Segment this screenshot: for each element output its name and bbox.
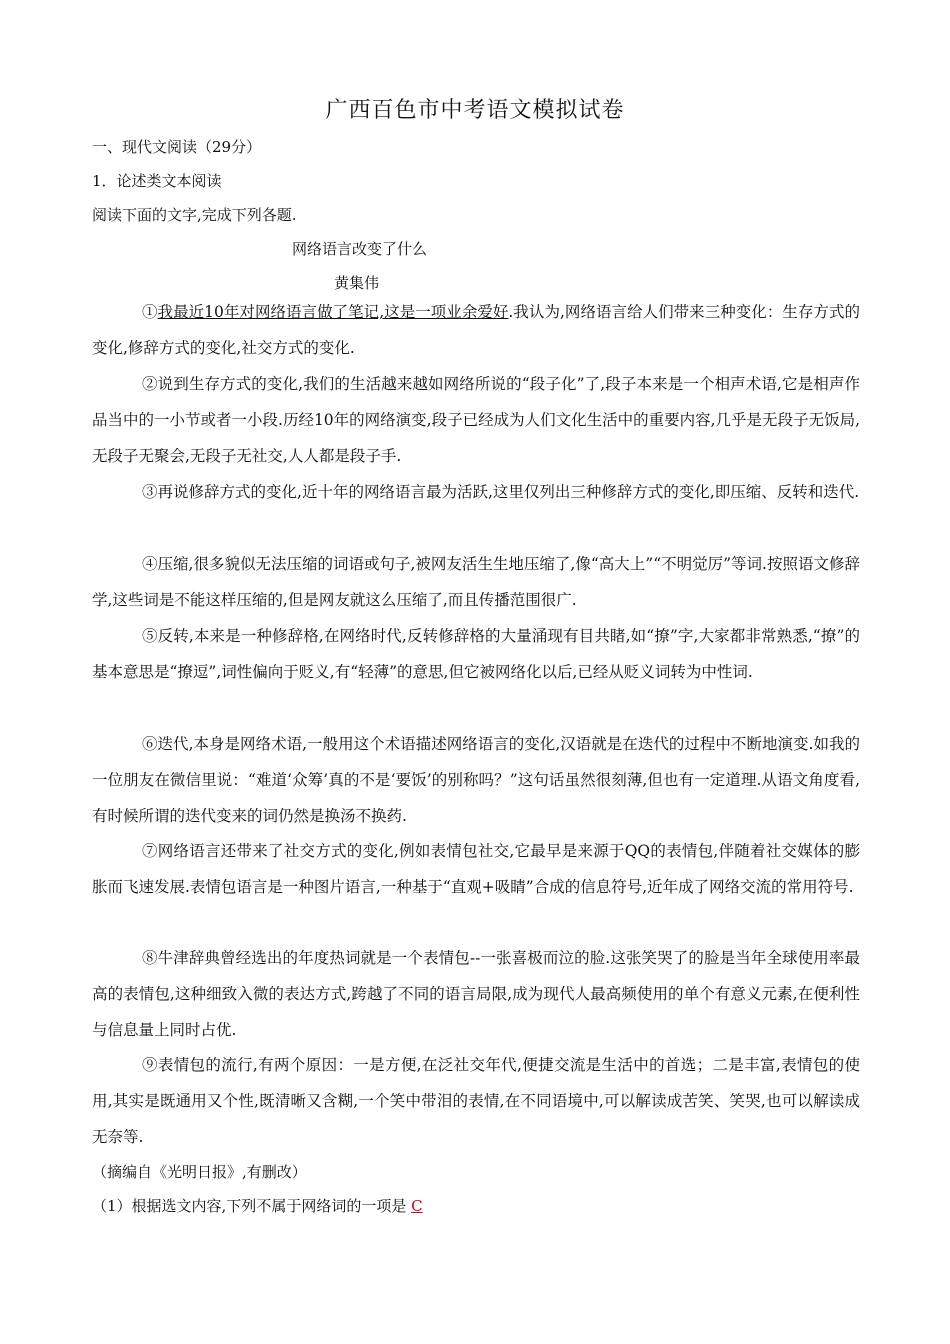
paragraph-6 <box>92 726 860 834</box>
answer-blank: C <box>411 1197 423 1215</box>
paragraph-text: 反转,本来是一种修辞格,在网络时代,反转修辞格的大量涌现有目共睹,如“撩”字,大家都非常熟悉,“撩”的基本意思是“撩逗”,词性偏向于贬义,有“轻薄”的意思,但它被网络化以后,已经从贬义词转为中性词. <box>92 627 860 681</box>
paragraph-2 <box>92 366 860 474</box>
paragraph-text: 说到生存方式的变化,我们的生活越来越如网络所说的“段子化”了,段子本来是一个相声术语,它是相声作品当中的一小节或者一小段.历经10年的网络演变,段子已经成为人们文化生活中的重要内容,几乎是无段子无饭局,无段子无聚会,无段子无社交,人人都是段子手. <box>92 375 860 465</box>
paragraph-number: ⑤ <box>142 627 158 645</box>
question-text: （1）根据选文内容,下列不属于网络词的一项是 <box>92 1197 407 1215</box>
paragraph-number: ⑨ <box>142 1056 158 1074</box>
paragraph-text: 表情包的流行,有两个原因：一是方便,在泛社交年代,便捷交流是生活中的首选；二是丰富,表情包的使用,其实是既通用又个性,既清晰又含糊,一个笑中带泪的表情,在不同语境中,可以解读成苦笑、笑哭,也可以解读成无奈等. <box>92 1056 860 1146</box>
subsection-heading: 1．论述类文本阅读 <box>92 172 222 190</box>
article-title: 网络语言改变了什么 <box>292 240 428 258</box>
paragraph-number: ⑦ <box>142 842 158 860</box>
paragraph-text: 迭代,本身是网络术语,一般用这个术语描述网络语言的变化,汉语就是在迭代的过程中不断地演变.如我的一位朋友在微信里说：“难道‘众筹’真的不是‘要饭’的别称吗？”这句话虽然很刻薄,但也有一定道理.从语文角度看,有时候所谓的迭代变来的词仍然是换汤不换药. <box>92 735 860 825</box>
paragraph-text: .我认为,网络语言给人们带来三种变化：生存方式的变化,修辞方式的变化,社交方式的变化. <box>92 303 860 357</box>
paragraph-text: 再说修辞方式的变化,近十年的网络语言最为活跃,这里仅列出三种修辞方式的变化,即压缩、反转和迭代. <box>157 483 860 501</box>
paragraph-text: 压缩,很多貌似无法压缩的词语或句子,被网友活生生地压缩了,像“高大上”“不明觉厉”等词.按照语文修辞学,这些词是不能这样压缩的,但是网友就这么压缩了,而且传播范围很广. <box>92 555 860 609</box>
paragraph-8 <box>92 940 860 1048</box>
paragraph-number: ⑧ <box>142 949 158 967</box>
question-1 <box>92 1196 443 1216</box>
paragraph-9 <box>92 1047 860 1155</box>
section-heading: 一、现代文阅读（29分） <box>92 138 262 156</box>
paragraph-number: ① <box>142 303 158 321</box>
paragraph-3 <box>92 474 860 510</box>
paragraph-4 <box>92 546 860 618</box>
source-citation: （摘编自《光明日报》,有删改） <box>92 1163 307 1181</box>
paragraph-number: ④ <box>142 555 158 573</box>
paragraph-7 <box>92 833 860 905</box>
paragraph-1 <box>92 294 860 366</box>
article-author: 黄集伟 <box>334 274 380 292</box>
paragraph-number: ② <box>142 375 158 393</box>
paragraph-number: ③ <box>142 483 158 501</box>
page-title: 广西百色市中考语文模拟试卷 <box>325 98 625 123</box>
paragraph-5 <box>92 618 860 690</box>
paragraph-number: ⑥ <box>142 735 158 753</box>
instruction-text: 阅读下面的文字,完成下列各题. <box>92 206 297 224</box>
paragraph-text: 网络语言还带来了社交方式的变化,例如表情包社交,它最早是来源于QQ的表情包,伴随着社交媒体的膨胀而飞速发展.表情包语言是一种图片语言,一种基于“直观+吸睛”合成的信息符号,近年成了网络交流的常用符号. <box>92 842 860 896</box>
underlined-sentence: 我最近10年对网络语言做了笔记,这是一项业余爱好 <box>157 303 509 321</box>
paragraph-text: 牛津辞典曾经选出的年度热词就是一个表情包--一张喜极而泣的脸.这张笑哭了的脸是当年全球使用率最高的表情包,这种细致入微的表达方式,跨越了不同的语言局限,成为现代人最高频使用的单个有意义元素,在便利性与信息量上同时占优. <box>92 949 860 1039</box>
